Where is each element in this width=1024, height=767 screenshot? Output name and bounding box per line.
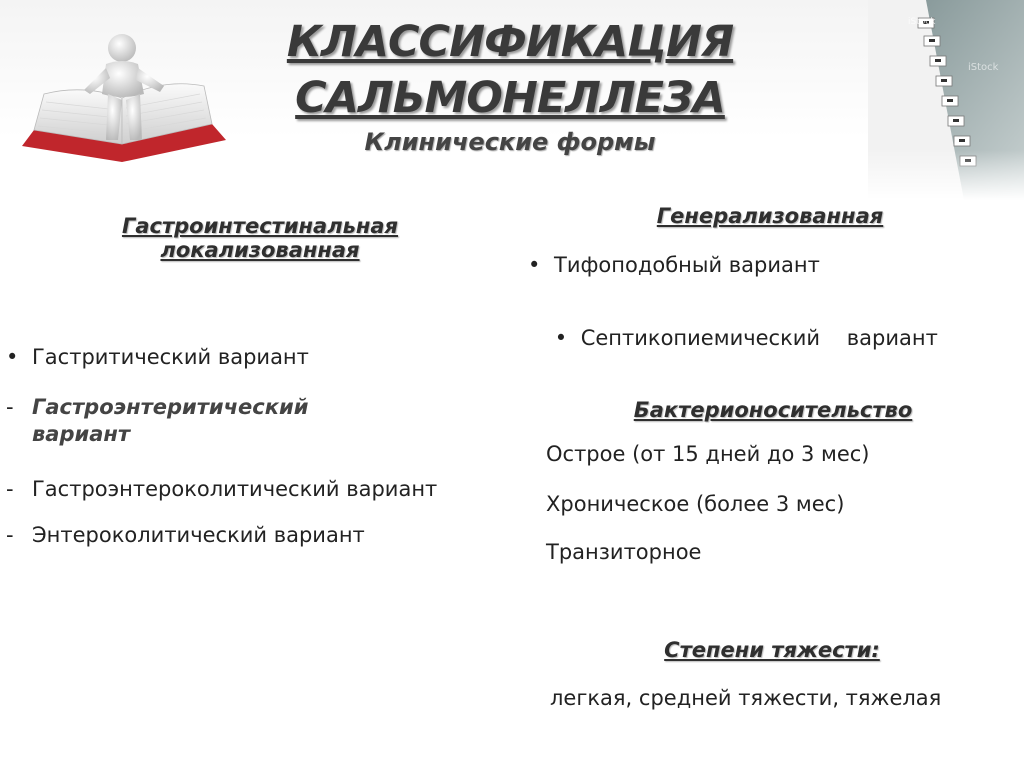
left-heading [70,214,450,262]
dash-marker: - [6,395,14,419]
left-item-1-text: Гастритический вариант [32,345,309,369]
dash-marker: - [6,477,14,501]
title-block [230,14,790,156]
generalized-item-1 [528,252,820,279]
title-line-2: САЛЬМОНЕЛЛЕЗА [295,73,725,123]
carrier-item-3: Транзиторное [546,540,702,564]
bullet-marker: • [6,345,19,369]
left-item-1 [6,344,309,371]
generalized-item-2 [528,298,938,379]
bullet-marker: • [528,253,541,277]
bullet-marker: • [554,326,568,350]
left-item-3 [6,476,437,503]
index-tabs-photo [868,0,1024,200]
left-heading-line-2: локализованная [160,238,360,262]
carrier-item-1: Острое (от 15 дней до 3 мес) [546,442,870,466]
dash-marker: - [6,523,14,547]
book-illustration [14,28,234,188]
left-item-3-text: Гастроэнтероколитический вариант [32,477,438,501]
left-item-4 [6,522,365,549]
generalized-item-1-text: Тифоподобный вариант [554,253,820,277]
left-item-2-text-line-2: вариант [32,422,131,446]
left-item-2 [6,394,308,448]
left-heading-line-1: Гастроинтестинальная [121,214,399,238]
left-item-2-text-line-1: Гастроэнтеритический [32,395,309,419]
severity-heading: Степени тяжести: [664,638,880,662]
carrier-item-2: Хроническое (более 3 мес) [546,492,845,516]
title-line-1: КЛАССИФИКАЦИЯ [286,17,734,67]
generalized-item-2-text: Септикопиемический вариант [580,326,938,350]
generalized-heading: Генерализованная [656,204,884,228]
carrier-heading: Бактерионосительство [633,398,913,422]
severity-text: легкая, средней тяжести, тяжелая [550,686,942,710]
left-item-4-text: Энтероколитический вариант [32,523,365,547]
subtitle: Клинические формы [364,128,656,156]
